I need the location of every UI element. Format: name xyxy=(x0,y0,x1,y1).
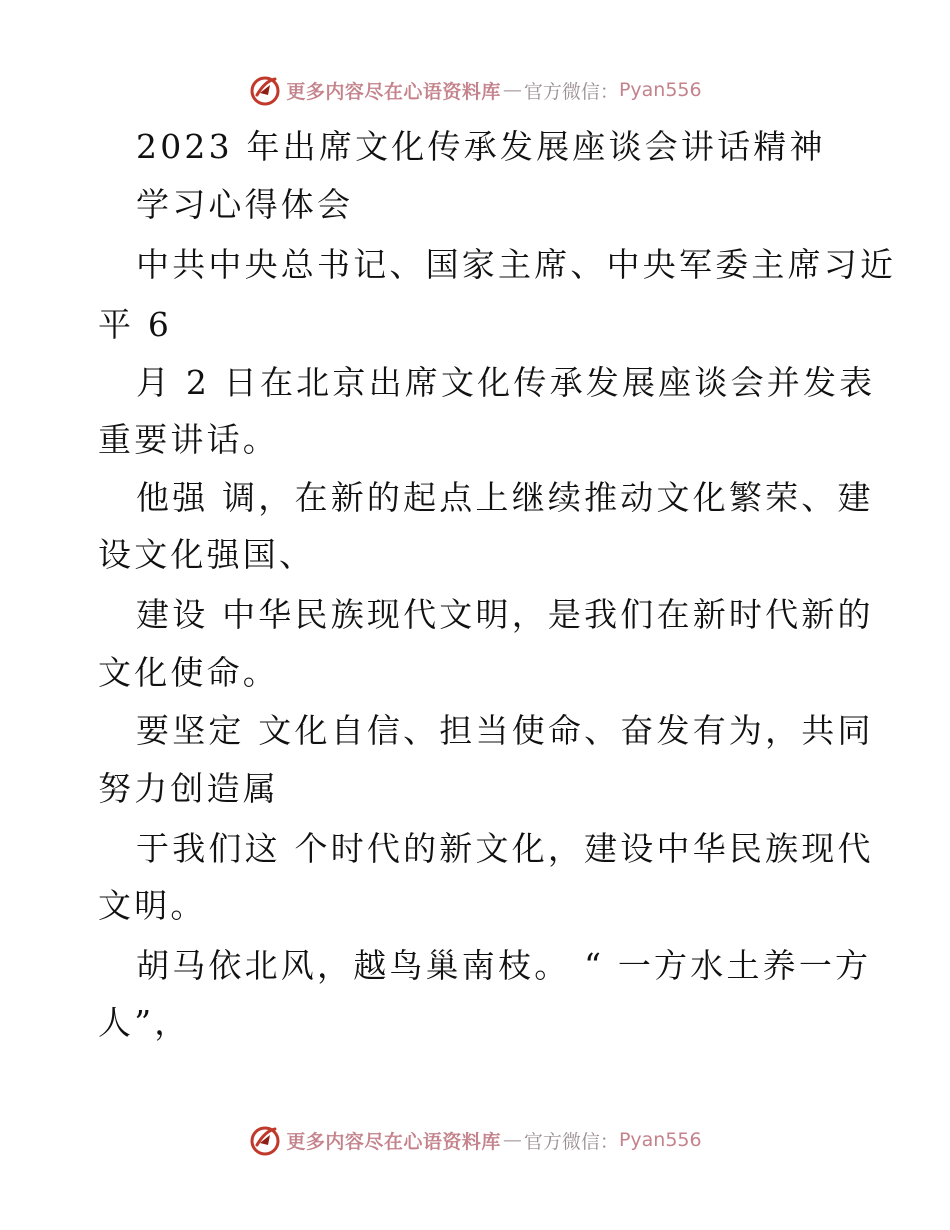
paragraph-line: 文化使命。 xyxy=(98,653,279,692)
paragraph-line: 人”， xyxy=(98,1003,191,1042)
banner-promo-text: 更多内容尽在心语资料库 xyxy=(286,80,501,103)
paragraph-line: 努力创造属 xyxy=(98,769,279,808)
paragraph-line: 重要讲话。 xyxy=(98,420,279,459)
paragraph-line: 中共中央总书记、国家主席、中央军委主席习近 xyxy=(136,245,897,284)
paragraph-line: 他强 调，在新的起点上继续推动文化繁荣、建 xyxy=(136,478,874,517)
brand-logo-icon xyxy=(248,1123,282,1157)
paragraph-line: 文明。 xyxy=(98,886,207,925)
banner-separator: — xyxy=(502,79,522,101)
paragraph-line: 平 6 xyxy=(98,305,173,344)
header-banner xyxy=(0,70,950,110)
banner-wechat-label: 官方微信： xyxy=(523,80,619,103)
banner-promo-text: 更多内容尽在心语资料库 xyxy=(286,1130,501,1153)
doc-title-line-2: 学习心得体会 xyxy=(136,185,354,224)
banner-wechat-id: Pyan556 xyxy=(618,79,702,101)
paragraph-line: 设文化强国、 xyxy=(98,535,316,574)
footer-banner xyxy=(0,1120,950,1160)
paragraph-line: 要坚定 文化自信、担当使命、奋发有为，共同 xyxy=(136,711,874,750)
paragraph-line: 建设 中华民族现代文明，是我们在新时代新的 xyxy=(136,595,874,634)
banner-separator: — xyxy=(502,1129,522,1151)
brand-logo-icon xyxy=(248,73,282,107)
doc-title-line-1: 2023 年出席文化传承发展座谈会讲话精神 xyxy=(136,127,826,166)
paragraph-line: 月 2 日在北京出席文化传承发展座谈会并发表 xyxy=(136,363,876,402)
paragraph-line: 于我们这 个时代的新文化，建设中华民族现代 xyxy=(136,829,874,868)
paragraph-line: 胡马依北风，越鸟巢南枝。 “ 一方水土养一方 xyxy=(136,946,872,985)
banner-wechat-label: 官方微信： xyxy=(523,1130,619,1153)
banner-wechat-id: Pyan556 xyxy=(618,1129,702,1151)
